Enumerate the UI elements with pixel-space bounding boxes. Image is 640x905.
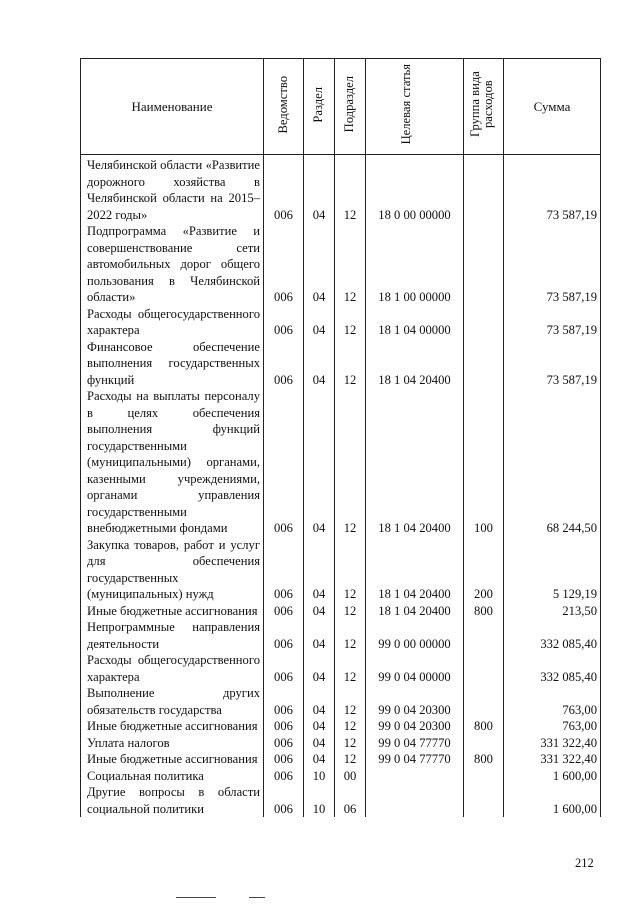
cell-name: Другие вопросы в области социальной политики — [81, 784, 264, 817]
cell-summa: 1 600,00 — [504, 768, 601, 785]
cell-podrazdel: 12 — [335, 718, 366, 735]
cell-celevaya-statya: 99 0 04 20300 — [366, 718, 464, 735]
cell-gruppa — [464, 784, 504, 817]
cell-gruppa: 200 — [464, 537, 504, 603]
table-row — [81, 652, 601, 685]
table-row — [81, 685, 601, 718]
cell-podrazdel: 12 — [335, 735, 366, 752]
cell-vedomstvo: 006 — [264, 223, 304, 306]
cell-podrazdel: 12 — [335, 388, 366, 537]
cell-summa: 763,00 — [504, 718, 601, 735]
cell-summa: 1 600,00 — [504, 784, 601, 817]
cell-name: Иные бюджетные ассигнования — [81, 603, 264, 620]
cell-summa: 68 244,50 — [504, 388, 601, 537]
cell-name: Уплата налогов — [81, 735, 264, 752]
cell-name: Иные бюджетные ассигнования — [81, 718, 264, 735]
cell-podrazdel: 12 — [335, 223, 366, 306]
cell-celevaya-statya: 18 0 00 00000 — [366, 155, 464, 224]
table-row — [81, 751, 601, 768]
cell-podrazdel: 12 — [335, 155, 366, 224]
cell-name: Расходы общегосударственного характера — [81, 652, 264, 685]
header-name: Наименование — [81, 59, 264, 155]
cell-gruppa — [464, 306, 504, 339]
cell-celevaya-statya: 99 0 00 00000 — [366, 619, 464, 652]
cell-summa: 331 322,40 — [504, 735, 601, 752]
cell-celevaya-statya: 18 1 04 20400 — [366, 339, 464, 389]
cell-podrazdel: 12 — [335, 685, 366, 718]
cell-celevaya-statya: 18 1 04 20400 — [366, 537, 464, 603]
cell-razdel: 10 — [304, 768, 335, 785]
cell-celevaya-statya: 99 0 04 00000 — [366, 652, 464, 685]
cell-razdel: 04 — [304, 735, 335, 752]
header-gruppa-vida-raskhodov: Группа вида расходов — [464, 59, 504, 155]
cell-celevaya-statya: 99 0 04 20300 — [366, 685, 464, 718]
table-row — [81, 735, 601, 752]
cell-name: Челябинской области «Развитие дорожного хозяйства в Челябинской области на 2015–2022 годы» — [81, 155, 264, 224]
cell-podrazdel: 12 — [335, 751, 366, 768]
cell-razdel: 04 — [304, 155, 335, 224]
table-row — [81, 223, 601, 306]
cell-podrazdel: 12 — [335, 603, 366, 620]
scan-mark — [249, 897, 265, 898]
cell-summa: 73 587,19 — [504, 306, 601, 339]
cell-gruppa: 800 — [464, 718, 504, 735]
header-podrazdel: Подраздел — [335, 59, 366, 155]
cell-summa: 331 322,40 — [504, 751, 601, 768]
cell-podrazdel: 12 — [335, 537, 366, 603]
cell-razdel: 04 — [304, 685, 335, 718]
table-row — [81, 155, 601, 224]
table-row — [81, 388, 601, 537]
cell-razdel: 04 — [304, 339, 335, 389]
cell-vedomstvo: 006 — [264, 603, 304, 620]
cell-vedomstvo: 006 — [264, 718, 304, 735]
cell-name: Подпрограмма «Развитие и совершенствование сети автомобильных дорог общего пользования в Челябинской области» — [81, 223, 264, 306]
cell-name: Иные бюджетные ассигнования — [81, 751, 264, 768]
table-row — [81, 339, 601, 389]
table-row — [81, 603, 601, 620]
cell-celevaya-statya: 18 1 04 20400 — [366, 388, 464, 537]
table-body — [81, 155, 601, 818]
cell-vedomstvo: 006 — [264, 768, 304, 785]
cell-razdel: 04 — [304, 388, 335, 537]
cell-summa: 5 129,19 — [504, 537, 601, 603]
header-vedomstvo: Ведомство — [264, 59, 304, 155]
table-row — [81, 784, 601, 817]
cell-name: Расходы на выплаты персоналу в целях обеспечения выполнения функций государственными (муниципальными) органами, казенными учреждениями, органами управления государственными внебюджетными фондами — [81, 388, 264, 537]
cell-celevaya-statya: 18 1 04 00000 — [366, 306, 464, 339]
table-row — [81, 768, 601, 785]
cell-gruppa — [464, 339, 504, 389]
cell-razdel: 04 — [304, 652, 335, 685]
header-summa: Сумма — [504, 59, 601, 155]
cell-summa: 73 587,19 — [504, 223, 601, 306]
cell-vedomstvo: 006 — [264, 306, 304, 339]
table-row — [81, 306, 601, 339]
cell-celevaya-statya: 99 0 04 77770 — [366, 751, 464, 768]
cell-name: Непрограммные направления деятельности — [81, 619, 264, 652]
cell-gruppa — [464, 652, 504, 685]
cell-vedomstvo: 006 — [264, 685, 304, 718]
cell-razdel: 04 — [304, 718, 335, 735]
cell-gruppa — [464, 735, 504, 752]
cell-vedomstvo: 006 — [264, 652, 304, 685]
cell-celevaya-statya: 99 0 04 77770 — [366, 735, 464, 752]
cell-summa: 213,50 — [504, 603, 601, 620]
cell-gruppa — [464, 155, 504, 224]
cell-name: Финансовое обеспечение выполнения государственных функций — [81, 339, 264, 389]
cell-gruppa: 100 — [464, 388, 504, 537]
cell-podrazdel: 06 — [335, 784, 366, 817]
cell-summa: 73 587,19 — [504, 155, 601, 224]
scan-mark — [176, 897, 216, 898]
budget-table — [80, 58, 601, 817]
cell-vedomstvo: 006 — [264, 388, 304, 537]
cell-vedomstvo: 006 — [264, 339, 304, 389]
cell-gruppa — [464, 685, 504, 718]
cell-gruppa — [464, 223, 504, 306]
cell-razdel: 04 — [304, 619, 335, 652]
table-row — [81, 619, 601, 652]
cell-vedomstvo: 006 — [264, 751, 304, 768]
cell-summa: 763,00 — [504, 685, 601, 718]
header-celevaya-statya: Целевая статья — [366, 59, 464, 155]
cell-celevaya-statya — [366, 784, 464, 817]
cell-vedomstvo: 006 — [264, 537, 304, 603]
cell-vedomstvo: 006 — [264, 784, 304, 817]
cell-razdel: 04 — [304, 537, 335, 603]
table-header-row — [81, 59, 601, 155]
header-razdel: Раздел — [304, 59, 335, 155]
cell-name: Выполнение других обязательств государства — [81, 685, 264, 718]
cell-podrazdel: 00 — [335, 768, 366, 785]
cell-celevaya-statya — [366, 768, 464, 785]
cell-razdel: 04 — [304, 603, 335, 620]
cell-gruppa — [464, 768, 504, 785]
cell-celevaya-statya: 18 1 04 20400 — [366, 603, 464, 620]
cell-gruppa: 800 — [464, 751, 504, 768]
cell-podrazdel: 12 — [335, 619, 366, 652]
cell-vedomstvo: 006 — [264, 155, 304, 224]
cell-vedomstvo: 006 — [264, 619, 304, 652]
cell-gruppa — [464, 619, 504, 652]
cell-podrazdel: 12 — [335, 306, 366, 339]
cell-razdel: 10 — [304, 784, 335, 817]
cell-razdel: 04 — [304, 751, 335, 768]
table-row — [81, 537, 601, 603]
cell-razdel: 04 — [304, 306, 335, 339]
cell-vedomstvo: 006 — [264, 735, 304, 752]
page-number: 212 — [575, 856, 594, 870]
cell-summa: 332 085,40 — [504, 652, 601, 685]
cell-podrazdel: 12 — [335, 339, 366, 389]
cell-gruppa: 800 — [464, 603, 504, 620]
cell-name: Социальная политика — [81, 768, 264, 785]
cell-name: Расходы общегосударственного характера — [81, 306, 264, 339]
cell-podrazdel: 12 — [335, 652, 366, 685]
cell-razdel: 04 — [304, 223, 335, 306]
cell-celevaya-statya: 18 1 00 00000 — [366, 223, 464, 306]
cell-summa: 332 085,40 — [504, 619, 601, 652]
table-row — [81, 718, 601, 735]
cell-name: Закупка товаров, работ и услуг для обеспечения государственных (муниципальных) нужд — [81, 537, 264, 603]
cell-summa: 73 587,19 — [504, 339, 601, 389]
